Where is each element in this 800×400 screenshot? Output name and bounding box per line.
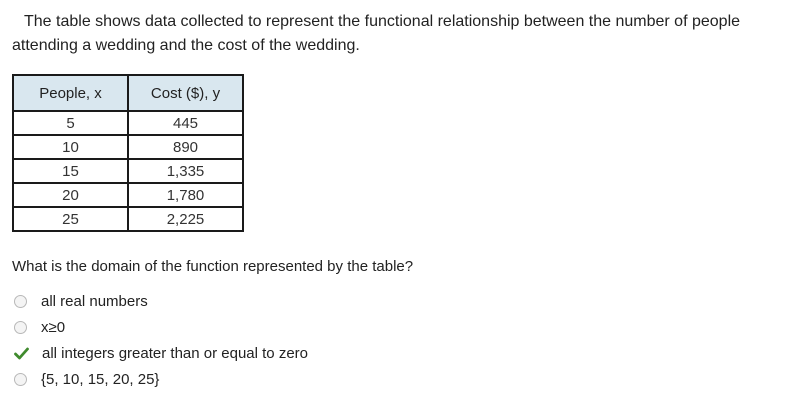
radio-button[interactable]	[14, 321, 27, 334]
choice-label: all integers greater than or equal to zero	[42, 344, 308, 362]
table-cell-cost: 2,225	[128, 207, 243, 231]
table-cell-people: 15	[13, 159, 128, 183]
choice-label: x≥0	[41, 318, 66, 336]
table-row	[13, 111, 243, 135]
table-cell-people: 25	[13, 207, 128, 231]
table-row	[13, 159, 243, 183]
table-cell-people: 20	[13, 183, 128, 207]
checkmark-icon	[14, 347, 29, 360]
choice-integers-greater-equal-zero[interactable]	[14, 340, 308, 366]
table-row	[13, 183, 243, 207]
table-cell-cost: 445	[128, 111, 243, 135]
question-prompt: The table shows data collected to represent the functional relationship between the number of people attending a wedding and the cost of the wedding.	[12, 13, 741, 54]
choice-label: {5, 10, 15, 20, 25}	[41, 370, 160, 388]
table-row	[13, 135, 243, 159]
radio-button[interactable]	[14, 373, 27, 386]
table-cell-cost: 1,780	[128, 183, 243, 207]
radio-button[interactable]	[14, 295, 27, 308]
table-cell-people: 10	[13, 135, 128, 159]
column-header-cost: Cost ($), y	[128, 75, 243, 111]
table-cell-cost: 1,335	[128, 159, 243, 183]
choice-x-greater-equal-zero[interactable]	[14, 314, 308, 340]
table-cell-cost: 890	[128, 135, 243, 159]
column-header-people: People, x	[13, 75, 128, 111]
table-cell-people: 5	[13, 111, 128, 135]
choice-all-real-numbers[interactable]	[14, 288, 308, 314]
answer-choices	[14, 288, 308, 392]
data-table	[12, 74, 244, 232]
choice-set-values[interactable]	[14, 366, 308, 392]
question-text: What is the domain of the function represented by the table?	[12, 258, 414, 275]
table-header-row	[13, 75, 243, 111]
choice-label: all real numbers	[41, 292, 148, 310]
table-row	[13, 207, 243, 231]
